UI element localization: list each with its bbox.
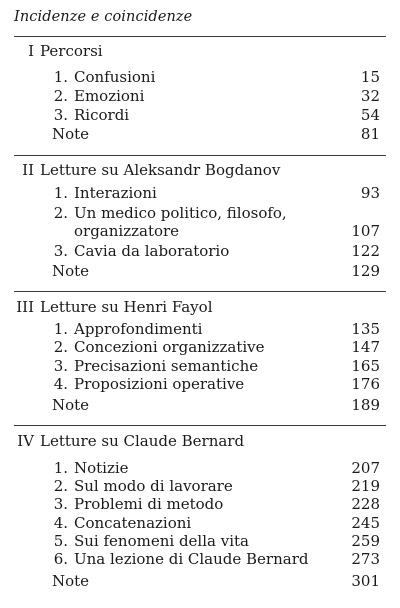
part-title	[6, 432, 244, 450]
section-rule	[14, 36, 386, 37]
entry-page: 122	[351, 242, 380, 260]
entry-number: 3.	[53, 495, 68, 513]
entry-page: 54	[360, 106, 380, 124]
entry-page: 259	[351, 532, 380, 550]
entry-page: 273	[351, 550, 380, 568]
entry-page: 135	[351, 320, 380, 338]
entry-page: 32	[360, 87, 380, 105]
entry-page: 15	[360, 68, 380, 86]
entry-title: Confusioni	[74, 68, 156, 86]
entry-number: 1.	[53, 68, 68, 86]
entry-page: 81	[360, 125, 380, 143]
entry-page: 189	[351, 396, 380, 414]
entry-page: 176	[351, 375, 380, 393]
entry-number: 3.	[53, 242, 68, 260]
entry-page: 93	[360, 184, 380, 202]
entry-number: 4.	[53, 375, 68, 393]
part-title	[6, 298, 213, 316]
entry-number: 1.	[53, 184, 68, 202]
entry-number: 4.	[53, 514, 68, 532]
entry-number: 2.	[53, 87, 68, 105]
section-rule	[14, 425, 386, 426]
note-label: Note	[52, 572, 90, 590]
entry-title-continued: organizzatore	[74, 222, 180, 240]
part-title	[6, 42, 103, 60]
entry-number: 2.	[53, 204, 68, 222]
entry-number: 1.	[53, 459, 68, 477]
entry-number: 3.	[53, 357, 68, 375]
entry-title: Concatenazioni	[74, 514, 192, 532]
entry-page: 219	[351, 477, 380, 495]
entry-page: 107	[351, 222, 380, 240]
entry-page: 129	[351, 262, 380, 280]
entry-title: Ricordi	[74, 106, 130, 124]
running-header: Incidenze e coincidenze	[14, 9, 193, 25]
part-numeral: IV	[17, 432, 34, 450]
entry-number: 3.	[53, 106, 68, 124]
entry-title: Problemi di metodo	[74, 495, 224, 513]
part-title-text: Letture su Claude Bernard	[40, 432, 245, 450]
entry-number: 5.	[53, 532, 68, 550]
entry-number: 2.	[53, 338, 68, 356]
entry-title: Precisazioni semantiche	[74, 357, 259, 375]
entry-page: 165	[351, 357, 380, 375]
part-title-text: Percorsi	[40, 42, 103, 60]
entry-title: Emozioni	[74, 87, 145, 105]
entry-title: Una lezione di Claude Bernard	[74, 550, 309, 568]
entry-title: Sui fenomeni della vita	[74, 532, 249, 550]
part-numeral: III	[16, 298, 34, 316]
entry-title: Notizie	[74, 459, 129, 477]
part-numeral: I	[28, 42, 34, 60]
entry-page: 301	[351, 572, 380, 590]
note-label: Note	[52, 262, 90, 280]
entry-title: Concezioni organizzative	[74, 338, 265, 356]
entry-title: Un medico politico, filosofo,	[74, 204, 287, 222]
part-title-text: Letture su Henri Fayol	[40, 298, 213, 316]
entry-title: Cavia da laboratorio	[74, 242, 230, 260]
entry-title: Sul modo di lavorare	[74, 477, 233, 495]
entry-page: 245	[351, 514, 380, 532]
part-title	[6, 161, 280, 179]
note-label: Note	[52, 125, 90, 143]
entry-page: 147	[351, 338, 380, 356]
section-rule	[14, 291, 386, 292]
part-numeral: II	[22, 161, 34, 179]
section-rule	[14, 155, 386, 156]
entry-title: Interazioni	[74, 184, 157, 202]
entry-number: 2.	[53, 477, 68, 495]
entry-page: 228	[351, 495, 380, 513]
part-title-text: Letture su Aleksandr Bogdanov	[40, 161, 281, 179]
entry-page: 207	[351, 459, 380, 477]
entry-title: Approfondimenti	[74, 320, 203, 338]
entry-number: 1.	[53, 320, 68, 338]
entry-number: 6.	[53, 550, 68, 568]
note-label: Note	[52, 396, 90, 414]
entry-title: Proposizioni operative	[74, 375, 245, 393]
